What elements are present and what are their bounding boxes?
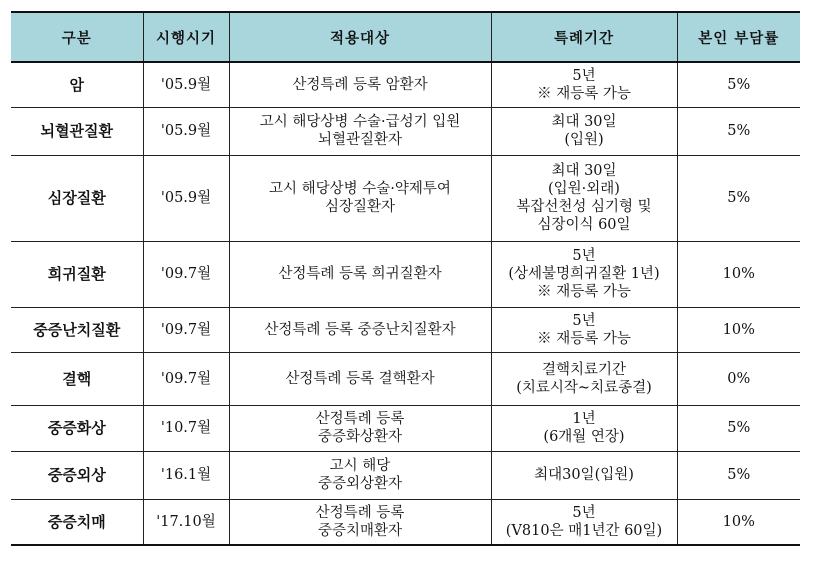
period-cell-line: 5년 <box>572 67 596 84</box>
target-cell-line: 고시 해당상병 수술·급성기 입원 <box>259 114 461 130</box>
period-cell-line: (입원·외래) <box>548 181 620 197</box>
period-cell-line: 최대30일(입원) <box>534 467 634 483</box>
period-cell-line: (6개월 연장) <box>543 429 625 445</box>
table-body <box>11 62 800 545</box>
header-row <box>11 12 800 62</box>
period-cell <box>491 405 677 451</box>
copay-rate-cell: 10% <box>677 499 800 545</box>
period-cell-line: (상세불명희귀질환 1년) <box>508 266 660 282</box>
target-cell-line: 산정특례 등록 결핵환자 <box>285 370 435 387</box>
target-cell-line: 고시 해당상병 수술·약제투여 <box>269 181 451 197</box>
table-row <box>11 307 800 352</box>
category-cell: 결핵 <box>11 352 143 405</box>
period-cell-line: 심장이식 60일 <box>537 217 631 233</box>
period-cell-line: 최대 30일 <box>551 114 617 130</box>
target-cell-line: 고시 해당 <box>329 458 391 474</box>
copay-rate-cell: 5% <box>677 405 800 451</box>
copay-rate-cell: 10% <box>677 241 800 307</box>
header-category: 구분 <box>11 12 143 62</box>
target-cell-line: 산정특례 등록 암환자 <box>292 76 428 93</box>
copay-rate-cell: 0% <box>677 352 800 405</box>
document-page <box>11 11 800 546</box>
target-cell-line: 산정특례 등록 중증난치질환자 <box>264 321 456 338</box>
header-effective-date: 시행시기 <box>143 12 229 62</box>
target-cell-line: 산정특례 등록 희귀질환자 <box>278 266 442 282</box>
effective-date-cell: '05.9월 <box>143 62 229 107</box>
target-cell-line: 심장질환자 <box>324 199 396 215</box>
period-cell-line: 결핵치료기간 <box>541 361 627 378</box>
copay-rate-cell: 5% <box>677 107 800 155</box>
target-cell-line: 뇌혈관질환자 <box>317 132 403 148</box>
period-cell-line: (V810은 매1년간 60일) <box>505 522 663 539</box>
table-header <box>11 12 800 62</box>
target-cell <box>229 107 491 155</box>
effective-date-cell: '05.9월 <box>143 107 229 155</box>
period-cell <box>491 499 677 545</box>
target-cell <box>229 241 491 307</box>
table-row <box>11 499 800 545</box>
period-cell <box>491 107 677 155</box>
table-row <box>11 451 800 499</box>
header-target: 적용대상 <box>229 12 491 62</box>
target-cell <box>229 499 491 545</box>
period-cell-line: ※ 재등록 가능 <box>537 284 631 300</box>
table-row <box>11 155 800 241</box>
period-cell <box>491 307 677 352</box>
target-cell-line: 중증화상환자 <box>317 429 403 445</box>
header-period: 특례기간 <box>491 12 677 62</box>
period-cell-line: 5년 <box>572 504 596 521</box>
effective-date-cell: '16.1월 <box>143 451 229 499</box>
category-cell: 심장질환 <box>11 155 143 241</box>
category-cell: 중증치매 <box>11 499 143 545</box>
target-cell-line: 산정특례 등록 <box>315 504 405 521</box>
effective-date-cell: '09.7월 <box>143 241 229 307</box>
table-row <box>11 405 800 451</box>
category-cell: 중증화상 <box>11 405 143 451</box>
target-cell <box>229 307 491 352</box>
effective-date-cell: '09.7월 <box>143 352 229 405</box>
table-row <box>11 352 800 405</box>
target-cell <box>229 405 491 451</box>
copay-rate-cell: 5% <box>677 62 800 107</box>
copay-rate-cell: 10% <box>677 307 800 352</box>
period-cell-line: 복잡선천성 심기형 및 <box>516 199 652 215</box>
target-cell <box>229 62 491 107</box>
target-cell <box>229 451 491 499</box>
target-cell-line: 산정특례 등록 <box>315 411 405 427</box>
category-cell: 암 <box>11 62 143 107</box>
target-cell <box>229 352 491 405</box>
table-row <box>11 241 800 307</box>
category-cell: 중증난치질환 <box>11 307 143 352</box>
period-cell-line: ※ 재등록 가능 <box>537 330 631 347</box>
period-cell <box>491 62 677 107</box>
period-cell <box>491 352 677 405</box>
copay-rate-cell: 5% <box>677 155 800 241</box>
target-cell-line: 중증외상환자 <box>317 476 403 492</box>
target-cell-line: 중증치매환자 <box>317 522 403 539</box>
period-cell-line: 최대 30일 <box>551 163 617 179</box>
period-cell-line: 5년 <box>572 312 596 329</box>
effective-date-cell: '05.9월 <box>143 155 229 241</box>
copay-rate-cell: 5% <box>677 451 800 499</box>
effective-date-cell: '09.7월 <box>143 307 229 352</box>
category-cell: 희귀질환 <box>11 241 143 307</box>
period-cell-line: ※ 재등록 가능 <box>537 85 631 102</box>
period-cell <box>491 451 677 499</box>
category-cell: 중증외상 <box>11 451 143 499</box>
effective-date-cell: '10.7월 <box>143 405 229 451</box>
period-cell-line: (입원) <box>564 132 604 148</box>
category-cell: 뇌혈관질환 <box>11 107 143 155</box>
period-cell-line: (치료시작~치료종결) <box>516 379 652 396</box>
period-cell <box>491 241 677 307</box>
special-case-table <box>11 11 800 546</box>
period-cell <box>491 155 677 241</box>
period-cell-line: 1년 <box>572 411 596 427</box>
table-row <box>11 62 800 107</box>
effective-date-cell: '17.10월 <box>143 499 229 545</box>
target-cell <box>229 155 491 241</box>
header-copay-rate: 본인 부담률 <box>677 12 800 62</box>
period-cell-line: 5년 <box>572 248 596 264</box>
table-row <box>11 107 800 155</box>
